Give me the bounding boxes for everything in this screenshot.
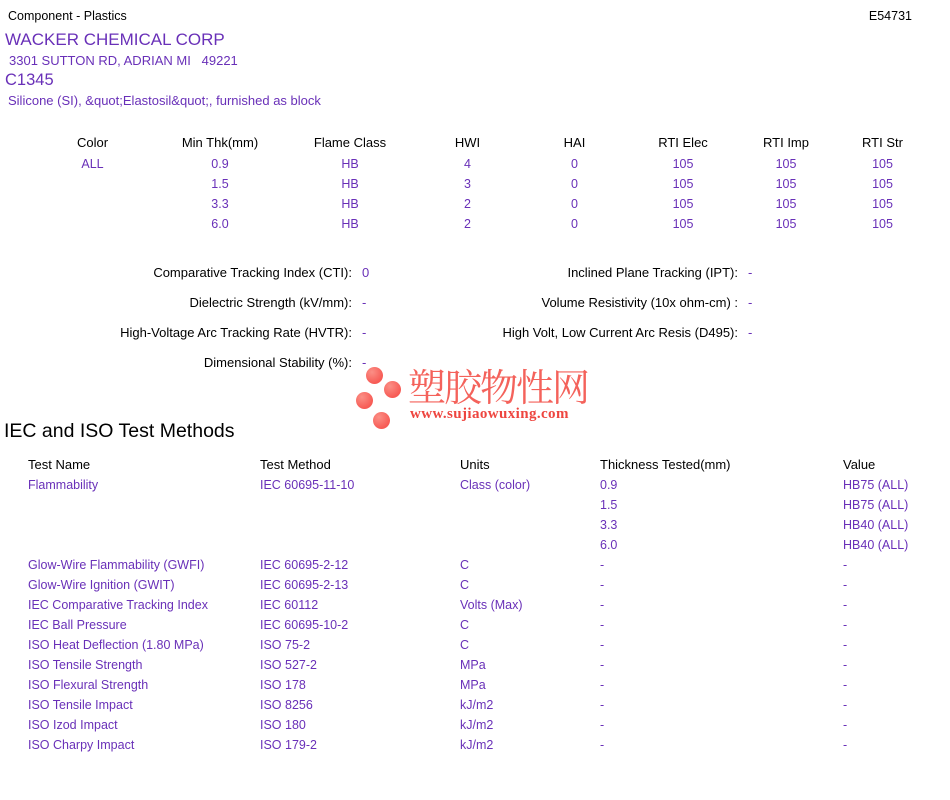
column-header: Min Thk(mm) <box>181 135 259 150</box>
table-cell: ISO 527-2 <box>260 658 317 672</box>
table-cell: 105 <box>872 157 893 171</box>
table-cell: 0 <box>571 177 578 191</box>
table-row <box>28 535 933 555</box>
property-label: High-Voltage Arc Tracking Rate (HVTR): <box>120 325 352 340</box>
table-cell: - <box>600 598 605 612</box>
table-cell: 105 <box>775 197 797 211</box>
table-cell: HB <box>341 217 359 231</box>
table-cell: 105 <box>775 177 797 191</box>
table-cell: 1.5 <box>600 498 618 512</box>
property-value: - <box>748 265 753 280</box>
table-row <box>28 635 933 655</box>
table-cell <box>260 535 460 555</box>
property-label: Comparative Tracking Index (CTI): <box>153 265 352 280</box>
table-cell: ISO Tensile Impact <box>28 698 133 712</box>
table-cell: 105 <box>872 197 893 211</box>
test-methods-header-row <box>28 455 933 475</box>
table-cell: - <box>600 698 605 712</box>
column-header: Thickness Tested(mm) <box>600 457 731 472</box>
table-cell <box>460 495 600 515</box>
property-value: - <box>362 325 367 340</box>
watermark-site-url: www.sujiaowuxing.com <box>410 406 569 422</box>
table-row <box>30 214 930 234</box>
table-cell: - <box>843 718 848 732</box>
file-number: E54731 <box>868 9 912 23</box>
column-header: RTI Str <box>862 135 903 150</box>
table-cell: - <box>600 578 605 592</box>
table-cell: kJ/m2 <box>460 738 494 752</box>
table-cell: - <box>600 658 605 672</box>
table-cell: - <box>600 618 605 632</box>
ratings-table-body <box>30 154 930 234</box>
column-header: Test Method <box>260 457 331 472</box>
electrical-property-row <box>0 325 950 341</box>
table-cell: 105 <box>872 177 893 191</box>
table-cell: 3.3 <box>211 197 229 211</box>
table-row <box>28 695 933 715</box>
table-cell: 105 <box>672 197 694 211</box>
table-row <box>28 675 933 695</box>
table-cell: 0.9 <box>600 478 618 492</box>
table-row <box>28 515 933 535</box>
table-cell: - <box>843 658 848 672</box>
table-row <box>28 595 933 615</box>
material-description: Silicone (SI), &quot;Elastosil&quot;, furnished as block <box>8 93 321 108</box>
document-type-label: Component - Plastics <box>8 9 127 23</box>
table-cell: 3 <box>464 177 471 191</box>
table-cell: IEC 60695-2-12 <box>260 558 349 572</box>
table-cell <box>460 515 600 535</box>
table-cell <box>260 495 460 515</box>
table-cell: - <box>843 558 848 572</box>
company-name: WACKER CHEMICAL CORP <box>5 30 225 49</box>
property-label: High Volt, Low Current Arc Resis (D495): <box>502 325 738 340</box>
table-cell: ALL <box>81 157 104 171</box>
table-cell: IEC Ball Pressure <box>28 618 127 632</box>
table-row <box>28 715 933 735</box>
table-cell: 0 <box>571 157 578 171</box>
table-cell: 6.0 <box>600 538 618 552</box>
test-methods-title: IEC and ISO Test Methods <box>4 420 235 442</box>
table-cell: 0.9 <box>211 157 229 171</box>
logo-dot-icon <box>366 367 383 384</box>
table-cell: 3.3 <box>600 518 618 532</box>
electrical-property-row <box>0 265 950 281</box>
table-row <box>30 174 930 194</box>
property-label: Volume Resistivity (10x ohm-cm) : <box>541 295 738 310</box>
ratings-table-section <box>30 132 930 234</box>
table-cell <box>30 194 155 214</box>
table-cell: 105 <box>775 157 797 171</box>
table-cell: - <box>600 738 605 752</box>
table-cell: ISO 178 <box>260 678 306 692</box>
property-label: Dielectric Strength (kV/mm): <box>189 295 352 310</box>
table-cell: - <box>843 598 848 612</box>
table-cell: C <box>460 618 470 632</box>
table-cell: HB <box>341 197 359 211</box>
table-cell: kJ/m2 <box>460 698 494 712</box>
table-cell: 2 <box>464 197 471 211</box>
table-cell: 4 <box>464 157 471 171</box>
table-cell: HB <box>341 157 359 171</box>
table-cell: 105 <box>672 217 694 231</box>
table-row <box>28 495 933 515</box>
table-cell: ISO Tensile Strength <box>28 658 143 672</box>
watermark-site-name: 塑胶物性网 <box>408 368 589 410</box>
table-cell: 105 <box>672 157 694 171</box>
table-row <box>30 194 930 214</box>
table-cell: C <box>460 578 470 592</box>
property-value: - <box>362 355 367 370</box>
column-header: HWI <box>454 135 481 150</box>
table-cell: 0 <box>571 197 578 211</box>
table-cell: C <box>460 558 470 572</box>
electrical-property-row <box>0 295 950 311</box>
table-cell: ISO Charpy Impact <box>28 738 135 752</box>
column-header: RTI Elec <box>658 135 708 150</box>
table-cell: Glow-Wire Ignition (GWIT) <box>28 578 175 592</box>
table-cell <box>30 214 155 234</box>
table-cell: HB <box>341 177 359 191</box>
property-value: 0 <box>362 265 370 280</box>
table-cell: Volts (Max) <box>460 598 523 612</box>
table-cell <box>28 495 260 515</box>
table-cell: ISO 8256 <box>260 698 313 712</box>
table-cell: - <box>600 638 605 652</box>
table-cell: - <box>843 578 848 592</box>
logo-dot-icon <box>356 392 373 409</box>
grade-code: C1345 <box>5 71 54 89</box>
column-header: Value <box>843 457 876 472</box>
ratings-header-row <box>30 132 930 154</box>
table-cell: 2 <box>464 217 471 231</box>
table-cell: Glow-Wire Flammability (GWFI) <box>28 558 205 572</box>
table-cell <box>30 174 155 194</box>
table-cell <box>28 515 260 535</box>
table-cell: IEC 60112 <box>260 598 319 612</box>
property-label: Inclined Plane Tracking (IPT): <box>567 265 738 280</box>
table-cell: 0 <box>571 217 578 231</box>
table-row <box>28 575 933 595</box>
column-header: Flame Class <box>313 135 387 150</box>
test-methods-table-body <box>28 475 933 755</box>
table-cell: IEC 60695-2-13 <box>260 578 349 592</box>
table-cell: - <box>600 558 605 572</box>
table-cell: - <box>600 718 605 732</box>
table-row <box>28 555 933 575</box>
table-cell: IEC 60695-11-10 <box>260 478 355 492</box>
property-value: - <box>362 295 367 310</box>
logo-dot-icon <box>373 412 390 429</box>
table-cell: - <box>843 618 848 632</box>
company-address: 3301 SUTTON RD, ADRIAN MI 49221 <box>9 53 238 68</box>
property-value: - <box>748 295 753 310</box>
table-cell <box>460 535 600 555</box>
table-cell <box>260 515 460 535</box>
table-cell: HB75 (ALL) <box>843 498 909 512</box>
table-cell: - <box>843 678 848 692</box>
table-cell: MPa <box>460 658 486 672</box>
table-cell: 105 <box>672 177 694 191</box>
logo-dot-icon <box>384 381 401 398</box>
table-cell: ISO 180 <box>260 718 306 732</box>
table-cell: 105 <box>872 217 893 231</box>
table-cell: 105 <box>775 217 797 231</box>
property-label: Dimensional Stability (%): <box>203 355 352 370</box>
test-methods-table <box>28 455 933 755</box>
column-header: Test Name <box>28 457 91 472</box>
column-header: Color <box>76 135 109 150</box>
table-cell: - <box>843 698 848 712</box>
table-row <box>28 475 933 495</box>
ratings-table <box>30 132 930 234</box>
table-row <box>28 655 933 675</box>
table-cell: MPa <box>460 678 486 692</box>
table-cell: ISO Heat Deflection (1.80 MPa) <box>28 638 204 652</box>
table-cell: ISO Flexural Strength <box>28 678 149 692</box>
table-cell: HB40 (ALL) <box>843 538 909 552</box>
table-row <box>28 735 933 755</box>
table-cell: - <box>843 638 848 652</box>
table-cell: C <box>460 638 470 652</box>
table-row <box>28 615 933 635</box>
table-cell: 1.5 <box>211 177 229 191</box>
column-header: RTI Imp <box>763 135 809 150</box>
table-cell: Flammability <box>28 478 99 492</box>
table-cell: - <box>600 678 605 692</box>
table-cell: HB75 (ALL) <box>843 478 909 492</box>
table-cell: ISO 75-2 <box>260 638 311 652</box>
table-cell: Class (color) <box>460 478 531 492</box>
table-cell: ISO Izod Impact <box>28 718 118 732</box>
table-cell: IEC Comparative Tracking Index <box>28 598 208 612</box>
test-methods-section <box>28 455 933 755</box>
column-header: Units <box>460 457 490 472</box>
column-header: HAI <box>563 135 586 150</box>
table-cell <box>28 535 260 555</box>
table-cell: IEC 60695-10-2 <box>260 618 349 632</box>
property-value: - <box>748 325 753 340</box>
table-cell: 6.0 <box>211 217 229 231</box>
table-cell: kJ/m2 <box>460 718 494 732</box>
table-cell: HB40 (ALL) <box>843 518 909 532</box>
table-cell: ISO 179-2 <box>260 738 317 752</box>
table-cell: - <box>843 738 848 752</box>
table-row <box>30 154 930 174</box>
